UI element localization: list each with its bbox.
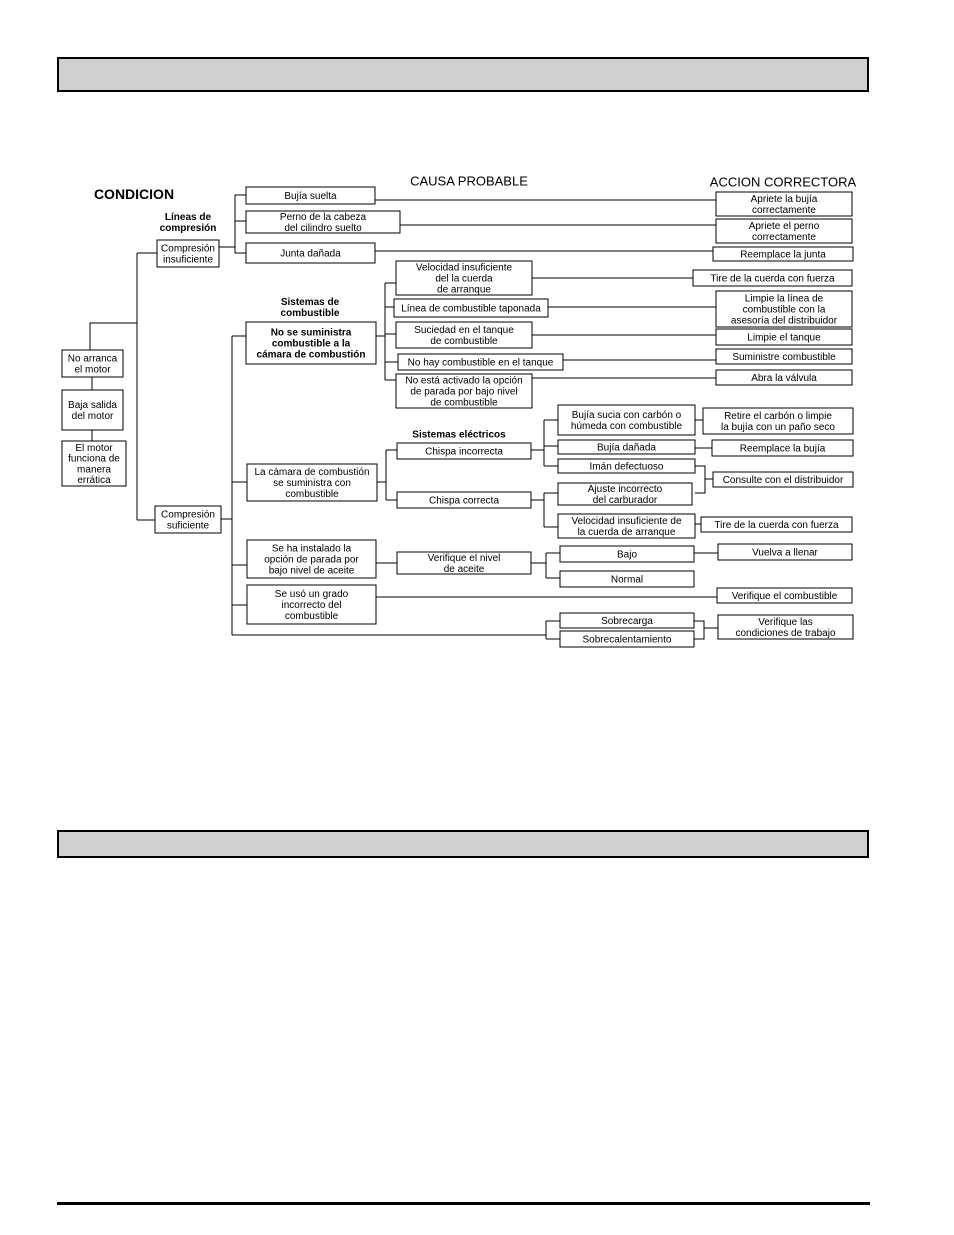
branch-grado-incorrecto-label-line: Se usó un grado bbox=[274, 589, 349, 601]
cause-bujia-danada-label bbox=[597, 443, 656, 454]
branch-parada-bajo-nivel-label-line: opción de parada por bbox=[264, 554, 359, 566]
cause-iman-defectuoso-label bbox=[590, 462, 664, 473]
action-vuelva-llenar-label-line: Vuelva a llenar bbox=[752, 547, 818, 559]
group-lineas-compresion-line: compresión bbox=[159, 222, 217, 234]
action-retire-carbon-label-line: Retire el carbón o limpie bbox=[724, 411, 832, 423]
action-verifique-condiciones-label-line: condiciones de trabajo bbox=[735, 627, 836, 639]
cause-bujia-danada-label-line: Bujía dañada bbox=[597, 442, 656, 454]
action-abra-valvula-label bbox=[751, 373, 817, 384]
branch-si-suministra-label-line: se suministra con bbox=[273, 478, 351, 489]
action-apriete-perno-label bbox=[749, 221, 820, 243]
cause-ajuste-carburador-label bbox=[588, 484, 663, 506]
branch-no-suministra-label-line: combustible a la bbox=[271, 338, 351, 350]
action-retire-carbon-label bbox=[721, 411, 835, 433]
branch-parada-bajo-nivel-label-line: Se ha instalado la bbox=[271, 543, 352, 555]
branch-grado-incorrecto-label bbox=[275, 589, 349, 622]
cause-bujia-sucia-label-line: Bujía sucia con carbón o bbox=[571, 410, 682, 422]
branch-compresion-suficiente-label-line: suficiente bbox=[166, 520, 210, 532]
branch-parada-bajo-nivel-label bbox=[264, 544, 359, 577]
branch-grado-incorrecto-label-line: combustible bbox=[284, 610, 339, 622]
cause-chispa-correcta-label-line: Chispa correcta bbox=[428, 495, 500, 507]
cause-bujia-sucia-label bbox=[571, 410, 683, 432]
branch-si-suministra-label-line: La cámara de combustión bbox=[254, 467, 370, 479]
action-consulte-label-line: Consulte con el distribuidor bbox=[722, 475, 844, 486]
action-limpie-tanque-label-line: Limpie el tanque bbox=[747, 332, 821, 344]
action-limpie-linea-label bbox=[731, 294, 838, 327]
condition-no-arranca-label-line: el motor bbox=[74, 364, 111, 376]
branch-compresion-suficiente-label-line: Compresión bbox=[161, 509, 215, 521]
cause-sobrecarga-label-line: Sobrecarga bbox=[601, 616, 653, 627]
cause-chispa-incorrecta-label bbox=[425, 447, 503, 458]
action-limpie-linea-label-line: Limpie la línea de bbox=[744, 293, 824, 305]
cause-bujia-suelta-label bbox=[284, 191, 337, 202]
condition-no-arranca-label bbox=[68, 354, 118, 376]
branch-compresion-insuficiente-label-line: insuficiente bbox=[162, 254, 214, 266]
action-tire-cuerda-2-label-line: Tire de la cuerda con fuerza bbox=[714, 520, 839, 531]
condition-baja-salida-label-line: Baja salida bbox=[68, 400, 117, 412]
heading-condicion bbox=[94, 186, 174, 202]
action-limpie-linea-label-line: combustible con la bbox=[742, 304, 826, 316]
cause-suciedad-tanque-label-line: de combustible bbox=[430, 335, 498, 347]
cause-perno-cabeza-label bbox=[280, 212, 367, 234]
action-reemplace-junta-label bbox=[740, 250, 826, 261]
cause-sobrecalentamiento-label bbox=[583, 635, 672, 646]
action-tire-cuerda-1-label-line: Tire de la cuerda con fuerza bbox=[710, 273, 835, 285]
action-apriete-perno-label-line: correctamente bbox=[752, 231, 816, 243]
condition-erratica-label-line: funciona de bbox=[68, 453, 120, 465]
action-suministre-label bbox=[732, 352, 836, 363]
cause-normal-label-line: Normal bbox=[610, 574, 644, 586]
cause-iman-defectuoso-label-line: Imán defectuoso bbox=[589, 461, 664, 473]
cause-linea-taponada-label-line: Línea de combustible taponada bbox=[401, 303, 541, 315]
action-reemplace-junta-label-line: Reemplace la junta bbox=[740, 249, 826, 261]
group-lineas-compresion bbox=[160, 212, 217, 234]
group-sistemas-electricos bbox=[412, 430, 506, 441]
cause-linea-taponada-label bbox=[401, 304, 541, 315]
action-verifique-combustible-label bbox=[732, 591, 838, 602]
condition-baja-salida-label-line: del motor bbox=[71, 410, 114, 422]
group-lineas-compresion-line: Líneas de bbox=[164, 212, 212, 224]
action-reemplace-bujia-label-line: Reemplace la bujía bbox=[739, 443, 826, 455]
group-sistemas-combustible-line: combustible bbox=[280, 307, 340, 319]
condition-erratica-label-line: El motor bbox=[75, 442, 113, 454]
group-sistemas-combustible bbox=[281, 297, 340, 319]
action-tire-cuerda-2-label bbox=[714, 520, 839, 531]
action-apriete-bujia-label bbox=[751, 194, 818, 216]
cause-velocidad-cuerda-label-line: del la cuerda bbox=[435, 273, 493, 285]
cause-bujia-sucia-label-line: húmeda con combustible bbox=[570, 420, 683, 432]
action-apriete-perno-label-line: Apriete el perno bbox=[748, 221, 820, 233]
action-verifique-combustible-label-line: Verifique el combustible bbox=[731, 591, 838, 602]
cause-no-activado-label-line: de parada por bajo nivel bbox=[410, 386, 518, 398]
branch-grado-incorrecto-label-line: incorrecto del bbox=[281, 600, 342, 611]
cause-chispa-correcta-label bbox=[429, 496, 499, 507]
cause-junta-danada-label bbox=[280, 249, 341, 260]
branch-no-suministra-label bbox=[257, 328, 366, 361]
cause-velocidad-insuf-cuerda-label-line: Velocidad insuficiente de bbox=[571, 516, 682, 528]
heading-condicion-line: CONDICION bbox=[93, 185, 175, 202]
cause-bajo-label bbox=[617, 550, 637, 561]
condition-no-arranca-label-line: No arranca bbox=[67, 353, 118, 365]
cause-velocidad-insuf-cuerda-label bbox=[571, 516, 682, 538]
cause-ajuste-carburador-label-line: del carburador bbox=[592, 494, 658, 506]
cause-velocidad-cuerda-label-line: Velocidad insuficiente bbox=[415, 262, 513, 274]
cause-verifique-nivel-label-line: de aceite bbox=[443, 563, 485, 575]
action-suministre-label-line: Suministre combustible bbox=[732, 352, 836, 363]
branch-no-suministra-label-line: No se suministra bbox=[270, 327, 352, 339]
branch-compresion-insuficiente-label-line: Compresión bbox=[161, 243, 215, 255]
cause-perno-cabeza-label-line: del cilindro suelto bbox=[284, 222, 362, 234]
cause-ajuste-carburador-label-line: Ajuste incorrecto bbox=[587, 484, 663, 496]
cause-no-hay-combustible-label-line: No hay combustible en el tanque bbox=[407, 357, 554, 369]
cause-junta-danada-label-line: Junta dañada bbox=[280, 248, 341, 260]
cause-perno-cabeza-label-line: Perno de la cabeza bbox=[279, 212, 367, 224]
action-verifique-condiciones-label-line: Verifique las bbox=[758, 617, 813, 629]
cause-no-activado-label-line: de combustible bbox=[430, 397, 498, 409]
action-tire-cuerda-1-label bbox=[710, 274, 835, 285]
branch-no-suministra-label-line: cámara de combustión bbox=[256, 349, 366, 361]
action-vuelva-llenar-label bbox=[752, 548, 818, 559]
cause-velocidad-cuerda-label-line: de arranque bbox=[437, 284, 491, 296]
cause-suciedad-tanque-label-line: Suciedad en el tanque bbox=[414, 325, 514, 337]
action-abra-valvula-label-line: Abra la válvula bbox=[751, 373, 817, 384]
action-reemplace-bujia-label bbox=[740, 444, 826, 455]
heading-causa-probable-line: CAUSA PROBABLE bbox=[410, 173, 528, 189]
action-limpie-tanque-label bbox=[747, 333, 821, 344]
cause-no-activado-label-line: No está activado la opción bbox=[405, 375, 523, 387]
action-consulte-label bbox=[723, 475, 844, 486]
cause-verifique-nivel-label-line: Verifique el nivel bbox=[427, 553, 501, 565]
heading-accion-correctora-line: ACCION CORRECTORA bbox=[709, 174, 857, 190]
cause-chispa-incorrecta-label-line: Chispa incorrecta bbox=[425, 446, 503, 458]
action-retire-carbon-label-line: la bujía con un paño seco bbox=[721, 421, 835, 433]
cause-sobrecalentamiento-label-line: Sobrecalentamiento bbox=[582, 634, 672, 646]
heading-accion-correctora bbox=[710, 175, 857, 190]
cause-bujia-suelta-label-line: Bujía suelta bbox=[284, 191, 337, 202]
branch-compresion-insuficiente-label bbox=[161, 244, 215, 266]
condition-baja-salida-label bbox=[68, 400, 117, 422]
cause-bajo-label-line: Bajo bbox=[616, 549, 638, 561]
cause-velocidad-insuf-cuerda-label-line: la cuerda de arranque bbox=[577, 526, 676, 538]
action-apriete-bujia-label-line: Apriete la bujía bbox=[750, 194, 818, 206]
group-sistemas-combustible-line: Sistemas de bbox=[280, 297, 340, 309]
cause-no-hay-combustible-label bbox=[408, 358, 554, 369]
action-apriete-bujia-label-line: correctamente bbox=[752, 204, 816, 216]
branch-parada-bajo-nivel-label-line: bajo nivel de aceite bbox=[268, 565, 355, 577]
heading-causa-probable bbox=[410, 174, 528, 189]
condition-erratica-label-line: errática bbox=[77, 475, 111, 487]
group-sistemas-electricos-line: Sistemas eléctricos bbox=[412, 429, 506, 441]
cause-normal-label bbox=[611, 575, 643, 586]
condition-erratica-label-line: manera bbox=[77, 464, 111, 476]
action-limpie-linea-label-line: asesoría del distribuidor bbox=[730, 315, 838, 327]
branch-compresion-suficiente-label bbox=[161, 510, 215, 532]
cause-sobrecarga-label bbox=[601, 616, 653, 627]
branch-si-suministra-label-line: combustible bbox=[285, 488, 339, 500]
